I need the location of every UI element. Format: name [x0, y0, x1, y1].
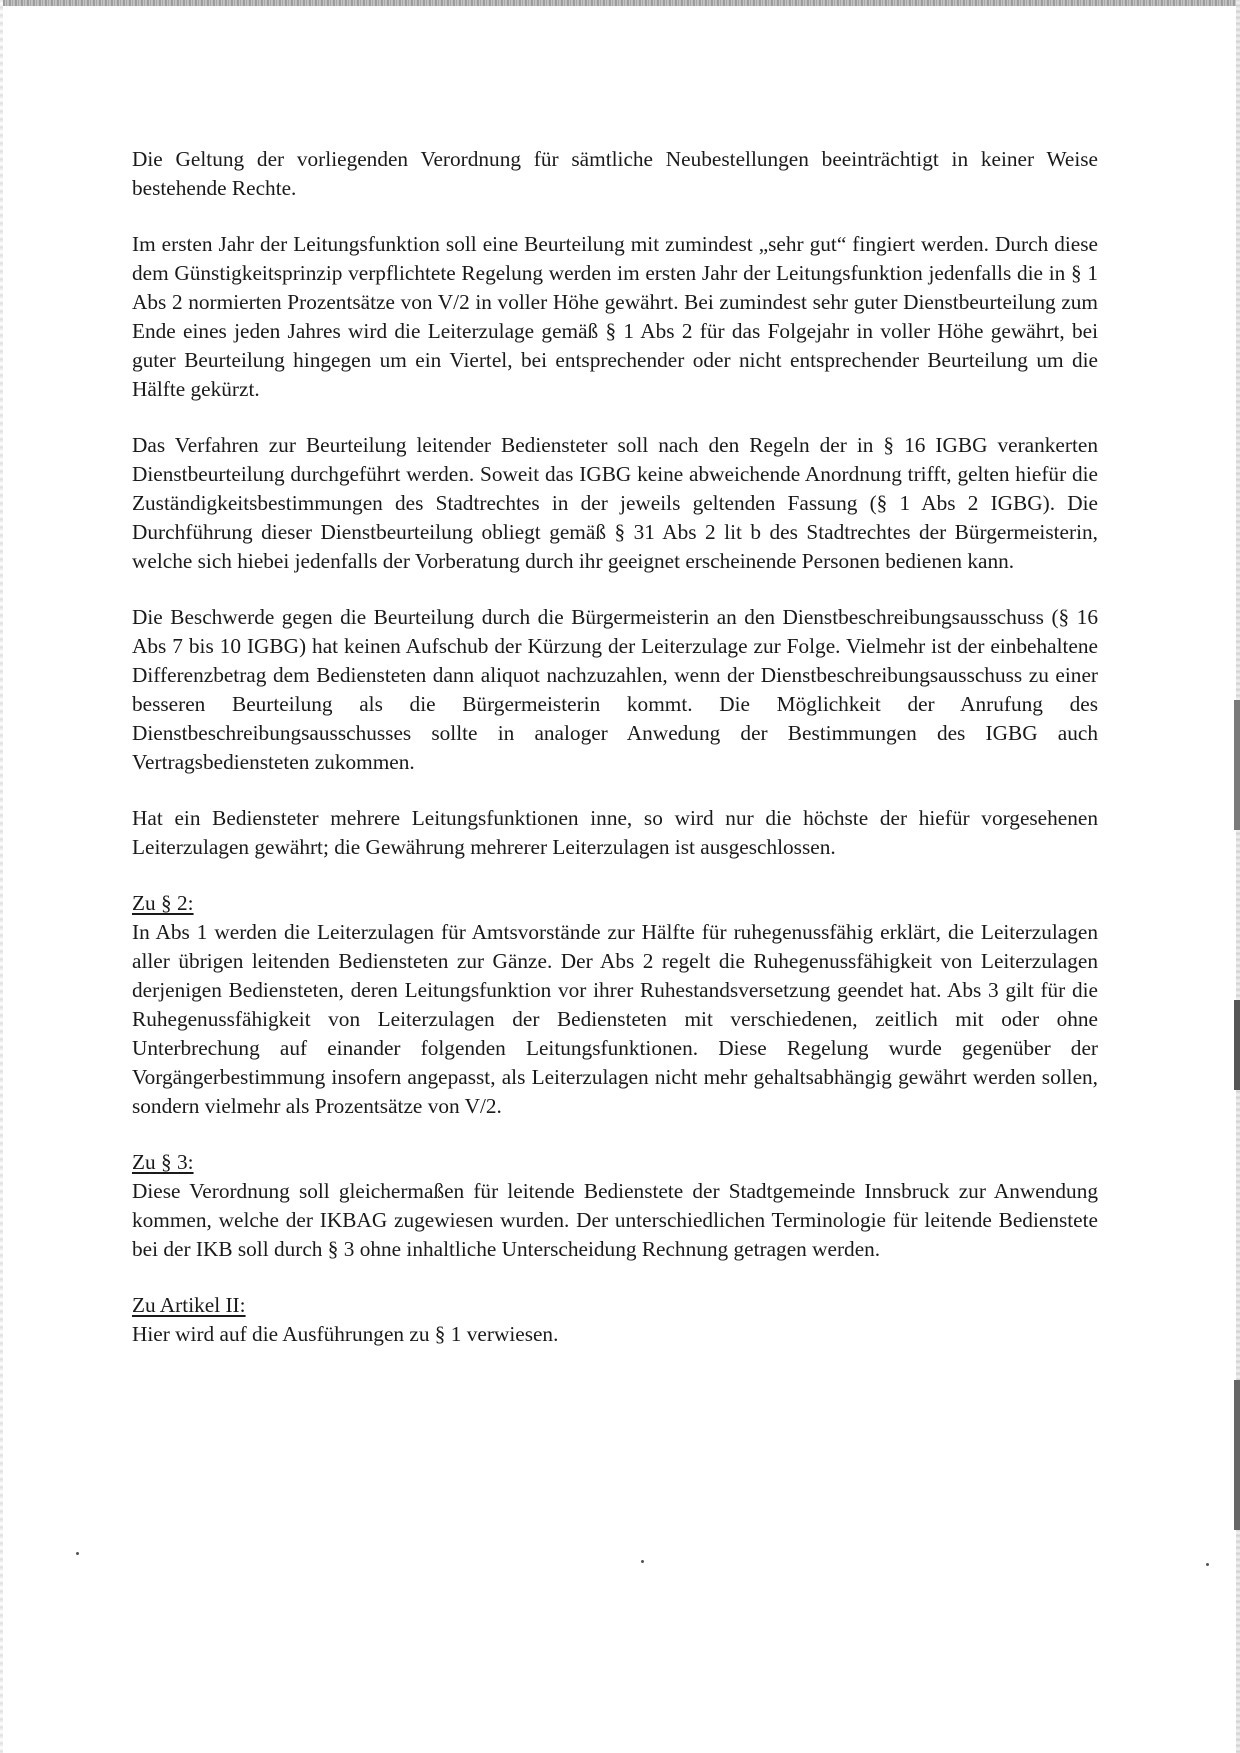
- section-zu-paragraph-3: [132, 1148, 1098, 1264]
- paragraph: Das Verfahren zur Beurteilung leitender Bediensteter soll nach den Regeln der in § 16 IGBG verankerten Dienstbeurteilung durchgeführt werden. Soweit das IGBG keine abweichende Anordnung trifft, gelten hiefür die Zuständigkeitsbestimmungen des Stadtrechtes in der jeweils geltenden Fassung (§ 1 Abs 2 IGBG). Die Durchführung dieser Dienstbeurteilung obliegt gemäß § 31 Abs 2 lit b des Stadtrechtes der Bürgermeisterin, welche sich hiebei jedenfalls der Vorberatung durch ihr geeignet erscheinende Personen bedienen kann.: [132, 433, 1098, 573]
- section-zu-artikel-2: [132, 1291, 1098, 1349]
- scan-edge-top: [0, 0, 1240, 6]
- scan-shadow-mark: [1234, 1380, 1240, 1530]
- section-heading: Zu § 2:: [132, 891, 194, 915]
- section-text: Hier wird auf die Ausführungen zu § 1 verwiesen.: [132, 1322, 559, 1346]
- section-zu-paragraph-2: [132, 889, 1098, 1121]
- scan-edge-left: [0, 0, 3, 1753]
- scan-speck: [76, 1552, 79, 1555]
- paragraph: Die Geltung der vorliegenden Verordnung für sämtliche Neubestellungen beeinträchtigt in keiner Weise bestehende Rechte.: [132, 147, 1098, 200]
- section-heading: Zu Artikel II:: [132, 1293, 246, 1317]
- paragraph: Hat ein Bediensteter mehrere Leitungsfunktionen inne, so wird nur die höchste der hiefür vorgesehenen Leiterzulagen gewährt; die Gewährung mehrerer Leiterzulagen ist ausgeschlossen.: [132, 806, 1098, 859]
- section-heading: Zu § 3:: [132, 1150, 194, 1174]
- scan-speck: [641, 1560, 644, 1563]
- document-page: [132, 145, 1098, 1376]
- section-text: Diese Verordnung soll gleichermaßen für leitende Bedienstete der Stadtgemeinde Innsbruck zur Anwendung kommen, welche der IKBAG zugewiesen wurden. Der unterschiedlichen Terminologie für leitende Bedienstete bei der IKB soll durch § 3 ohne inhaltliche Unterscheidung Rechnung getragen werden.: [132, 1179, 1098, 1261]
- scan-speck: [1206, 1563, 1209, 1566]
- scan-shadow-mark: [1234, 700, 1240, 830]
- section-text: In Abs 1 werden die Leiterzulagen für Amtsvorstände zur Hälfte für ruhegenussfähig erklärt, die Leiterzulagen aller übrigen leitenden Bediensteten zur Gänze. Der Abs 2 regelt die Ruhegenussfähigkeit von Leiterzulagen derjenigen Bediensteten, deren Leitungsfunktion vor ihrer Ruhestandsversetzung geendet hat. Abs 3 gilt für die Ruhegenussfähigkeit von Leiterzulagen der Bediensteten mit verschiedenen, zeitlich mit oder ohne Unterbrechung auf einander folgenden Leitungsfunktionen. Diese Regelung wurde gegenüber der Vorgängerbestimmung insofern angepasst, als Leiterzulagen nicht mehr gehaltsabhängig gewährt werden sollen, sondern vielmehr als Prozentsätze von V/2.: [132, 920, 1098, 1118]
- paragraph: Im ersten Jahr der Leitungsfunktion soll eine Beurteilung mit zumindest „sehr gut“ fingiert werden. Durch diese dem Günstigkeitsprinzip verpflichtete Regelung werden im ersten Jahr der Leitungsfunktion jedenfalls die in § 1 Abs 2 normierten Prozentsätze von V/2 in voller Höhe gewährt. Bei zumindest sehr guter Dienstbeurteilung zum Ende eines jeden Jahres wird die Leiterzulage gemäß § 1 Abs 2 für das Folgejahr in voller Höhe gewährt, bei guter Beurteilung hingegen um ein Viertel, bei entsprechender oder nicht entsprechender Beurteilung um die Hälfte gekürzt.: [132, 232, 1098, 401]
- scan-shadow-mark: [1234, 1000, 1240, 1090]
- paragraph: Die Beschwerde gegen die Beurteilung durch die Bürgermeisterin an den Dienstbeschreibungsausschuss (§ 16 Abs 7 bis 10 IGBG) hat keinen Aufschub der Kürzung der Leiterzulage zur Folge. Vielmehr ist der einbehaltene Differenzbetrag dem Bediensteten dann aliquot nachzuzahlen, wenn der Dienstbeschreibungsausschuss zu einer besseren Beurteilung als die Bürgermeisterin kommt. Die Möglichkeit der Anrufung des Dienstbeschreibungsausschusses sollte in analoger Anwedung der Bestimmungen des IGBG auch Vertragsbediensteten zukommen.: [132, 605, 1098, 774]
